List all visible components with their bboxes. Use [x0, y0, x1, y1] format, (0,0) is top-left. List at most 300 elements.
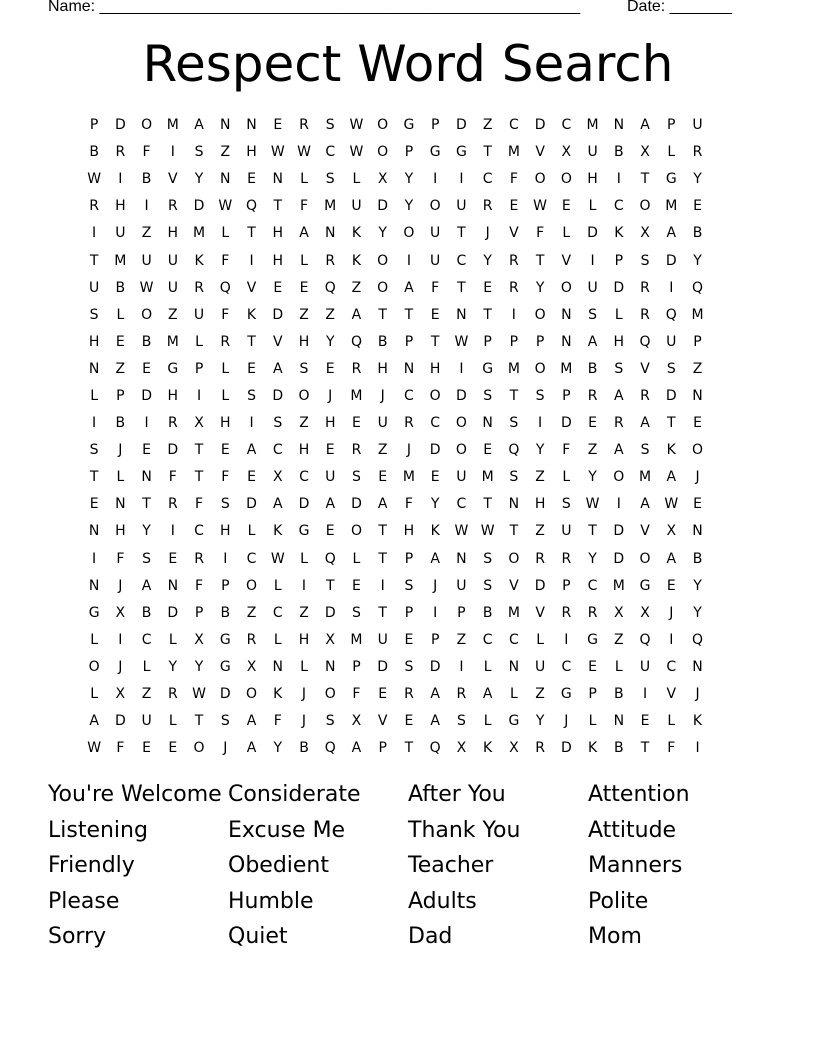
grid-letter: D	[613, 523, 625, 540]
grid-letter: P	[535, 333, 545, 350]
grid-letter: X	[115, 686, 126, 703]
grid-letter: I	[669, 279, 674, 296]
grid-letter: M	[691, 306, 704, 323]
grid-row	[81, 654, 737, 681]
grid-letter: R	[613, 415, 624, 432]
grid-letter: O	[377, 144, 389, 161]
word-list-item: Manners	[588, 853, 683, 878]
grid-row	[81, 356, 737, 383]
grid-letter: D	[298, 496, 310, 513]
grid-letter: Q	[324, 740, 336, 757]
grid-letter: E	[142, 442, 152, 459]
grid-letter: T	[509, 523, 519, 540]
grid-letter: Z	[115, 360, 126, 377]
grid-letter: L	[352, 550, 361, 567]
grid-letter: J	[118, 577, 123, 594]
grid-letter: S	[509, 469, 519, 486]
grid-letter: J	[695, 469, 700, 486]
grid-letter: P	[89, 117, 99, 134]
grid-letter: Z	[587, 442, 598, 459]
grid-letter: G	[298, 523, 310, 540]
grid-letter: H	[272, 225, 284, 242]
grid-row	[81, 410, 737, 437]
grid-letter: F	[195, 577, 204, 594]
grid-letter: J	[380, 387, 385, 404]
grid-row	[81, 573, 737, 600]
grid-letter: F	[221, 252, 230, 269]
grid-letter: I	[196, 387, 202, 404]
grid-letter: A	[246, 442, 257, 459]
grid-letter: E	[588, 415, 597, 432]
grid-letter: M	[612, 577, 625, 594]
grid-letter: Q	[324, 550, 336, 567]
grid-letter: J	[118, 658, 123, 675]
grid-letter: R	[692, 144, 703, 161]
grid-letter: F	[195, 496, 204, 513]
grid-letter: I	[92, 550, 97, 567]
grid-letter: L	[562, 225, 571, 242]
grid-letter: M	[350, 387, 363, 404]
date-field-line: Date: _______	[627, 0, 732, 15]
grid-letter: E	[352, 577, 361, 594]
letter-grid	[81, 112, 737, 762]
grid-letter: E	[430, 469, 440, 486]
grid-letter: O	[455, 442, 467, 459]
grid-letter: P	[614, 252, 624, 269]
grid-letter: X	[246, 658, 257, 675]
grid-letter: W	[139, 279, 154, 296]
grid-letter: X	[640, 144, 650, 161]
grid-letter: I	[433, 171, 438, 188]
grid-letter: O	[141, 117, 153, 134]
grid-letter: W	[585, 496, 600, 513]
grid-letter: N	[692, 387, 703, 404]
grid-letter: Q	[639, 631, 651, 648]
grid-letter: Y	[588, 550, 597, 567]
grid-letter: Y	[194, 171, 204, 188]
grid-letter: V	[509, 577, 519, 594]
grid-letter: I	[459, 171, 464, 188]
grid-letter: A	[351, 740, 362, 757]
grid-letter: Y	[273, 740, 283, 757]
grid-row	[81, 546, 737, 573]
grid-letter: C	[561, 658, 572, 675]
grid-letter: H	[115, 523, 126, 540]
grid-letter: T	[666, 415, 676, 432]
grid-letter: D	[141, 387, 152, 404]
grid-row	[81, 139, 737, 166]
grid-letter: B	[692, 550, 703, 567]
grid-letter: M	[560, 360, 573, 377]
word-list-item: Teacher	[408, 853, 494, 878]
grid-letter: D	[613, 550, 625, 567]
grid-letter: H	[377, 360, 388, 377]
grid-letter: Z	[246, 604, 257, 621]
grid-row	[81, 166, 737, 193]
grid-letter: X	[115, 604, 126, 621]
grid-letter: L	[300, 252, 308, 269]
word-list-item: Mom	[588, 924, 642, 949]
grid-letter: D	[272, 306, 284, 323]
grid-letter: O	[560, 171, 572, 188]
grid-letter: Q	[691, 279, 704, 296]
grid-letter: L	[300, 550, 308, 567]
grid-letter: E	[247, 171, 256, 188]
grid-letter: P	[562, 577, 571, 594]
grid-letter: C	[246, 550, 257, 567]
grid-letter: B	[141, 604, 152, 621]
grid-letter: T	[509, 387, 519, 404]
grid-letter: M	[481, 469, 494, 486]
grid-letter: P	[693, 333, 702, 350]
grid-letter: E	[247, 469, 256, 486]
grid-letter: L	[168, 713, 177, 730]
grid-letter: C	[272, 604, 283, 621]
grid-letter: S	[483, 577, 493, 594]
grid-letter: Y	[535, 442, 545, 459]
grid-letter: E	[561, 198, 571, 215]
grid-letter: T	[640, 171, 650, 188]
grid-letter: T	[247, 333, 256, 350]
grid-letter: O	[639, 198, 651, 215]
grid-letter: O	[377, 252, 389, 269]
grid-letter: C	[194, 523, 204, 540]
grid-letter: Z	[614, 631, 624, 648]
grid-letter: L	[221, 225, 230, 242]
grid-letter: U	[377, 631, 388, 648]
grid-letter: G	[167, 360, 179, 377]
grid-letter: U	[167, 252, 178, 269]
grid-letter: Q	[639, 333, 651, 350]
grid-letter: X	[377, 171, 388, 188]
grid-letter: Y	[325, 333, 335, 350]
grid-letter: N	[508, 496, 520, 513]
grid-letter: J	[695, 686, 700, 703]
grid-letter: P	[457, 604, 466, 621]
grid-letter: U	[639, 658, 651, 675]
grid-letter: T	[194, 469, 204, 486]
grid-letter: G	[219, 658, 231, 675]
grid-letter: C	[613, 198, 624, 215]
grid-letter: Y	[693, 252, 702, 269]
grid-letter: E	[273, 117, 283, 134]
grid-letter: A	[89, 713, 99, 730]
grid-letter: U	[692, 117, 703, 134]
grid-letter: P	[404, 144, 414, 161]
name-field-line: Name: ______________________________________________________	[48, 0, 581, 15]
grid-letter: R	[587, 387, 598, 404]
grid-letter: B	[115, 415, 126, 432]
grid-letter: R	[167, 415, 178, 432]
grid-letter: Y	[535, 279, 545, 296]
grid-letter: I	[564, 631, 569, 648]
grid-letter: D	[167, 442, 179, 459]
grid-letter: X	[640, 225, 650, 242]
grid-letter: A	[640, 415, 650, 432]
grid-letter: J	[223, 740, 228, 757]
grid-letter: S	[404, 658, 414, 675]
grid-letter: V	[640, 523, 650, 540]
grid-letter: K	[430, 523, 440, 540]
grid-letter: B	[141, 171, 152, 188]
grid-letter: E	[115, 333, 125, 350]
grid-letter: U	[325, 469, 336, 486]
grid-letter: D	[114, 713, 126, 730]
grid-letter: Z	[141, 686, 152, 703]
grid-letter: T	[640, 740, 650, 757]
grid-letter: M	[193, 225, 206, 242]
grid-letter: T	[483, 306, 492, 323]
grid-letter: R	[561, 550, 572, 567]
grid-letter: L	[483, 658, 492, 675]
word-list-item: Attention	[588, 782, 690, 807]
grid-letter: E	[588, 658, 597, 675]
grid-letter: C	[430, 415, 441, 432]
grid-letter: D	[219, 686, 231, 703]
grid-letter: T	[430, 333, 440, 350]
grid-letter: F	[221, 306, 230, 323]
grid-letter: F	[168, 469, 177, 486]
grid-letter: F	[562, 442, 571, 459]
grid-letter: N	[482, 415, 493, 432]
grid-letter: D	[665, 387, 677, 404]
grid-letter: Z	[220, 144, 231, 161]
grid-letter: S	[194, 144, 204, 161]
grid-letter: C	[587, 577, 598, 594]
grid-letter: X	[666, 523, 677, 540]
grid-letter: S	[352, 469, 361, 486]
grid-letter: I	[590, 252, 595, 269]
grid-letter: E	[142, 360, 152, 377]
word-list-item: Obedient	[228, 853, 329, 878]
grid-letter: L	[588, 198, 597, 215]
grid-letter: M	[665, 198, 678, 215]
grid-letter: O	[534, 171, 546, 188]
grid-letter: C	[272, 442, 283, 459]
grid-letter: I	[459, 360, 464, 377]
grid-letter: C	[299, 469, 309, 486]
word-list-item: After You	[408, 782, 506, 807]
grid-letter: A	[351, 306, 362, 323]
grid-letter: D	[167, 604, 179, 621]
grid-letter: R	[220, 333, 231, 350]
grid-letter: G	[639, 577, 651, 594]
grid-letter: L	[562, 469, 571, 486]
grid-letter: M	[638, 469, 652, 486]
grid-letter: L	[300, 658, 308, 675]
grid-letter: P	[667, 117, 676, 134]
grid-letter: B	[299, 740, 309, 757]
page-title: Respect Word Search	[142, 35, 674, 93]
grid-letter: O	[403, 225, 415, 242]
grid-row	[81, 437, 737, 464]
grid-letter: E	[640, 713, 650, 730]
grid-letter: N	[456, 306, 467, 323]
grid-letter: F	[116, 550, 125, 567]
grid-letter: L	[168, 631, 177, 648]
grid-letter: J	[669, 604, 674, 621]
grid-row	[81, 193, 737, 220]
grid-letter: O	[246, 577, 258, 594]
grid-letter: L	[614, 658, 623, 675]
grid-letter: R	[167, 496, 178, 513]
grid-letter: G	[88, 604, 100, 621]
grid-letter: A	[614, 442, 624, 459]
grid-letter: X	[351, 713, 362, 730]
grid-letter: P	[430, 631, 440, 648]
grid-letter: I	[249, 415, 254, 432]
grid-letter: N	[88, 523, 100, 540]
grid-letter: V	[535, 144, 545, 161]
grid-letter: Y	[430, 496, 440, 513]
grid-letter: L	[221, 387, 230, 404]
grid-letter: B	[89, 144, 99, 161]
grid-letter: T	[457, 279, 466, 296]
grid-letter: F	[509, 171, 518, 188]
grid-letter: I	[695, 740, 700, 757]
header-line	[48, 0, 748, 18]
grid-row	[81, 220, 737, 247]
grid-letter: I	[301, 577, 307, 594]
grid-row	[81, 627, 737, 654]
grid-letter: E	[404, 713, 414, 730]
grid-letter: I	[406, 252, 411, 269]
grid-letter: X	[194, 631, 204, 648]
grid-letter: P	[352, 658, 361, 675]
grid-letter: S	[483, 550, 493, 567]
grid-letter: X	[640, 604, 650, 621]
grid-letter: D	[324, 604, 336, 621]
grid-letter: S	[325, 117, 335, 134]
grid-letter: E	[483, 442, 493, 459]
grid-letter: F	[221, 469, 230, 486]
grid-letter: C	[508, 631, 519, 648]
grid-letter: S	[666, 360, 676, 377]
grid-letter: E	[430, 306, 440, 323]
grid-letter: W	[664, 496, 679, 513]
grid-letter: X	[456, 740, 467, 757]
grid-row	[81, 464, 737, 491]
grid-letter: G	[587, 631, 598, 648]
grid-letter: F	[299, 198, 309, 215]
grid-letter: C	[404, 387, 414, 404]
grid-letter: A	[325, 496, 336, 513]
grid-letter: Z	[535, 469, 545, 486]
grid-letter: M	[166, 117, 179, 134]
grid-letter: V	[168, 171, 178, 188]
grid-letter: N	[272, 171, 283, 188]
grid-letter: Y	[404, 198, 414, 215]
grid-letter: M	[324, 198, 337, 215]
grid-row	[81, 491, 737, 518]
grid-letter: T	[483, 144, 492, 161]
grid-letter: Q	[219, 279, 231, 296]
grid-letter: E	[483, 279, 493, 296]
grid-letter: X	[509, 740, 519, 757]
grid-letter: Q	[246, 198, 258, 215]
grid-row	[81, 600, 737, 627]
grid-letter: G	[482, 360, 494, 377]
grid-letter: Y	[142, 523, 151, 540]
grid-row	[81, 302, 737, 329]
grid-letter: Q	[508, 442, 520, 459]
grid-letter: P	[588, 686, 597, 703]
grid-letter: I	[170, 144, 175, 161]
grid-letter: I	[118, 171, 123, 188]
grid-letter: N	[692, 658, 703, 675]
grid-letter: E	[325, 442, 335, 459]
grid-letter: E	[142, 740, 152, 757]
grid-letter: N	[456, 550, 467, 567]
grid-letter: Z	[141, 225, 152, 242]
word-list-item: Friendly	[48, 853, 135, 878]
grid-letter: O	[534, 360, 546, 377]
word-list-item: Attitude	[588, 817, 677, 843]
grid-letter: X	[272, 469, 283, 486]
grid-letter: R	[535, 740, 545, 757]
grid-letter: E	[273, 279, 283, 296]
grid-letter: R	[404, 415, 414, 432]
grid-letter: P	[221, 577, 230, 594]
grid-letter: J	[328, 387, 333, 404]
grid-letter: U	[587, 144, 598, 161]
grid-letter: G	[508, 713, 520, 730]
grid-letter: D	[272, 387, 284, 404]
grid-letter: Z	[482, 117, 493, 134]
grid-letter: R	[640, 279, 650, 296]
grid-letter: P	[404, 550, 414, 567]
grid-letter: Y	[693, 171, 702, 188]
grid-letter: U	[141, 252, 152, 269]
grid-letter: H	[298, 333, 310, 350]
grid-letter: S	[456, 713, 466, 730]
grid-letter: N	[220, 117, 231, 134]
grid-row	[81, 708, 737, 735]
grid-letter: P	[509, 333, 519, 350]
grid-letter: B	[141, 333, 152, 350]
grid-letter: A	[614, 387, 624, 404]
grid-letter: H	[220, 523, 231, 540]
grid-letter: E	[247, 360, 256, 377]
grid-letter: A	[666, 550, 677, 567]
grid-letter: Z	[299, 604, 309, 621]
grid-letter: O	[429, 198, 441, 215]
grid-letter: D	[246, 496, 257, 513]
grid-letter: S	[299, 360, 309, 377]
grid-letter: K	[483, 740, 493, 757]
grid-letter: N	[167, 577, 179, 594]
grid-letter: S	[535, 387, 545, 404]
grid-letter: R	[89, 198, 99, 215]
grid-letter: R	[167, 686, 178, 703]
grid-letter: E	[299, 279, 309, 296]
grid-letter: B	[377, 333, 388, 350]
grid-letter: Q	[665, 306, 677, 323]
grid-letter: W	[349, 117, 364, 134]
grid-letter: O	[508, 550, 520, 567]
grid-letter: I	[223, 550, 228, 567]
grid-letter: U	[115, 225, 126, 242]
grid-letter: S	[352, 604, 361, 621]
grid-letter: P	[404, 333, 414, 350]
grid-letter: J	[301, 686, 307, 703]
grid-letter: O	[141, 306, 153, 323]
grid-letter: S	[247, 387, 256, 404]
grid-letter: T	[325, 577, 335, 594]
grid-letter: D	[114, 117, 126, 134]
grid-letter: T	[273, 198, 283, 215]
grid-letter: O	[429, 387, 441, 404]
